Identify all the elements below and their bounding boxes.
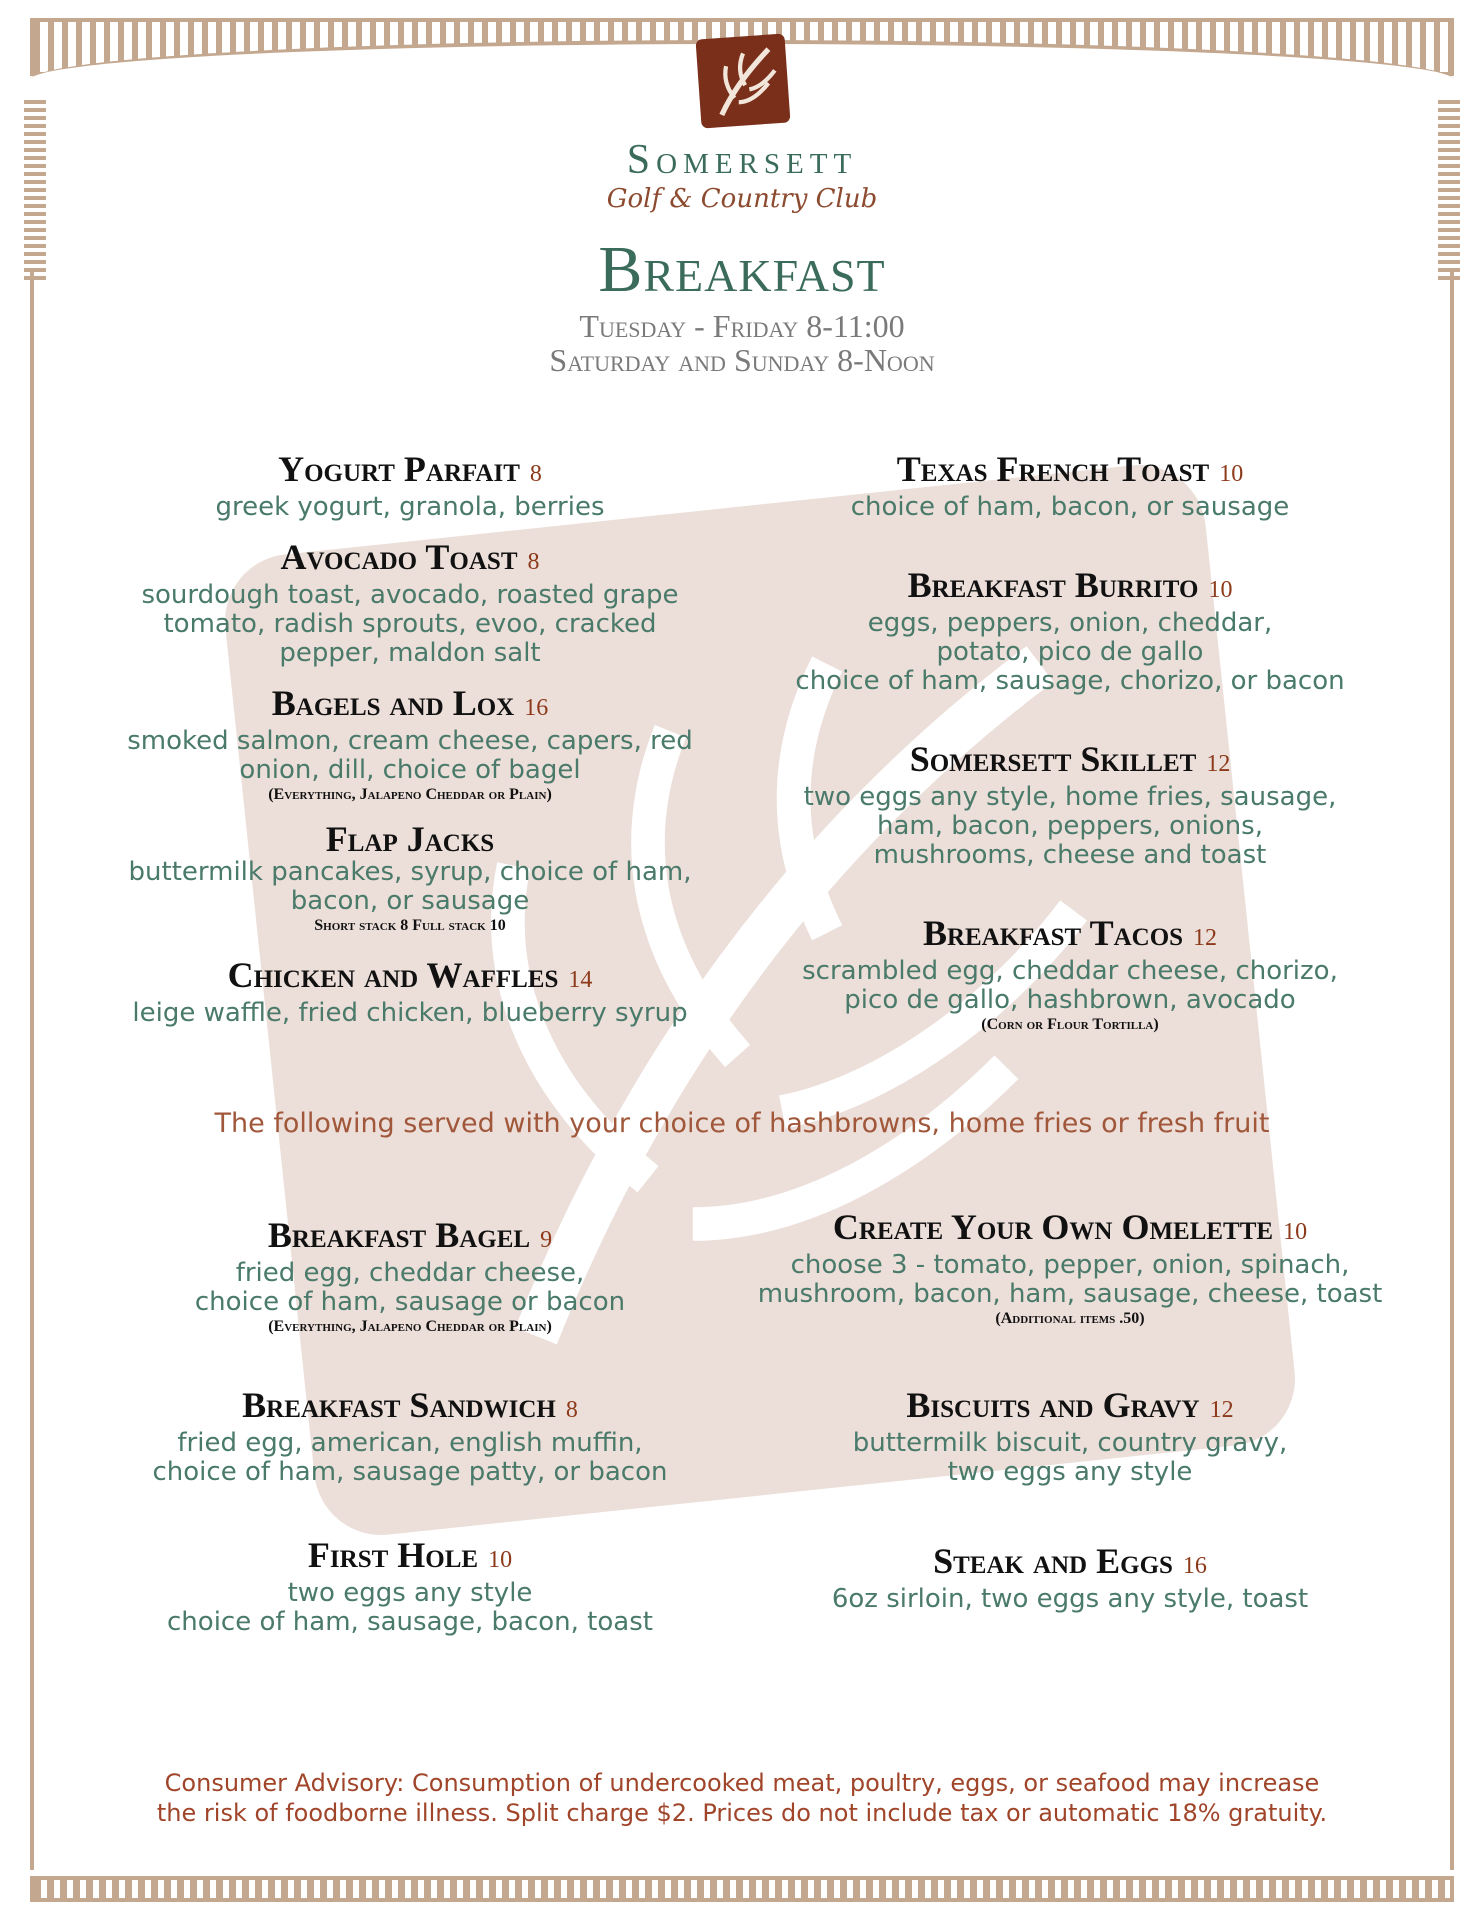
menu-item-biscuits-and-gravy: [740, 1386, 1400, 1487]
item-description: eggs, peppers, onion, cheddar, potato, pico de gallo choice of ham, sausage, chorizo, or bacon: [795, 608, 1345, 696]
menu-item-somersett-skillet: [740, 740, 1400, 870]
club-subtitle: Golf & Country Club: [606, 184, 878, 214]
item-name: Create Your Own Omelette 10: [832, 1207, 1308, 1247]
menu-item-breakfast-burrito: [740, 566, 1400, 696]
item-description: greek yogurt, granola, berries: [215, 492, 605, 522]
item-name: Yogurt Parfait 8: [278, 449, 542, 489]
item-name: Breakfast Sandwich 8: [242, 1385, 578, 1425]
item-price: 8: [529, 461, 542, 487]
item-description: fried egg, cheddar cheese, choice of ham, sausage or bacon: [194, 1258, 626, 1317]
item-price: 12: [1193, 925, 1218, 951]
item-note: (Additional items .50): [995, 1310, 1145, 1327]
item-description: buttermilk pancakes, syrup, choice of ham, bacon, or sausage: [128, 857, 692, 916]
item-description: sourdough toast, avocado, roasted grape tomato, radish sprouts, evoo, cracked pepper, maldon salt: [141, 580, 679, 668]
item-name: Texas French Toast 10: [896, 449, 1244, 489]
bottom-border-stripe: [30, 1876, 1454, 1902]
item-price: 8: [527, 549, 540, 575]
menu-item-breakfast-tacos: [740, 914, 1400, 1035]
consumer-advisory: Consumer Advisory: Consumption of undercooked meat, poultry, eggs, or seafood may increase the risk of foodborne illness. Split charge $2. Prices do not include tax or automatic 18% gratuity.: [156, 1769, 1328, 1827]
item-name: Somersett Skillet 12: [909, 739, 1231, 779]
menu-item-steak-and-eggs: [740, 1542, 1400, 1614]
item-price: 10: [1208, 577, 1233, 603]
item-name: First Hole 10: [307, 1535, 513, 1575]
item-note: (Everything, Jalapeno Cheddar or Plain): [268, 786, 552, 803]
menu-title: Breakfast: [598, 233, 886, 306]
item-name: Breakfast Bagel 9: [267, 1215, 553, 1255]
item-description: leige waffle, fried chicken, blueberry syrup: [132, 998, 688, 1028]
menu-item-bagels-and-lox: [80, 684, 740, 805]
menu-item-breakfast-bagel: [80, 1216, 740, 1337]
item-description: buttermilk biscuit, country gravy, two eggs any style: [852, 1428, 1288, 1487]
item-name: Chicken and Waffles 14: [227, 955, 593, 995]
item-price: 10: [1219, 461, 1244, 487]
item-price: 10: [1283, 1219, 1308, 1245]
item-description: fried egg, american, english muffin, choice of ham, sausage patty, or bacon: [152, 1428, 668, 1487]
menu-item-first-hole: [80, 1536, 740, 1637]
hours-weekend: Saturday and Sunday 8-Noon: [549, 342, 935, 378]
item-note: (Corn or Flour Tortilla): [981, 1016, 1159, 1033]
item-price: 10: [488, 1547, 513, 1573]
menu-item-yogurt-parfait: [80, 450, 740, 522]
club-name: Somersett: [626, 137, 858, 183]
left-border-line: [30, 270, 34, 1870]
item-name: Breakfast Burrito 10: [907, 565, 1233, 605]
right-border-line: [1450, 270, 1454, 1870]
item-price: 8: [565, 1397, 578, 1423]
item-price: 12: [1209, 1397, 1234, 1423]
item-description: two eggs any style, home fries, sausage, ham, bacon, peppers, onions, mushrooms, cheese and toast: [803, 782, 1337, 870]
item-name: Avocado Toast 8: [280, 537, 540, 577]
item-price: 14: [568, 967, 593, 993]
item-note: (Everything, Jalapeno Cheddar or Plain): [268, 1318, 552, 1335]
item-description: choice of ham, bacon, or sausage: [850, 492, 1290, 522]
item-name: Bagels and Lox 16: [271, 683, 549, 723]
item-description: smoked salmon, cream cheese, capers, red onion, dill, choice of bagel: [127, 726, 693, 785]
item-description: two eggs any style choice of ham, sausage, bacon, toast: [167, 1578, 653, 1637]
menu-item-chicken-and-waffles: [80, 956, 740, 1028]
item-name: Steak and Eggs 16: [933, 1541, 1207, 1581]
item-description: choose 3 - tomato, pepper, onion, spinach, mushroom, bacon, ham, sausage, cheese, toast: [757, 1250, 1383, 1309]
item-name: Flap Jacks: [325, 819, 495, 859]
menu-item-avocado-toast: [80, 538, 740, 668]
item-note: Short stack 8 Full stack 10: [314, 917, 506, 934]
served-with-note: The following served with your choice of hashbrowns, home fries or fresh fruit: [214, 1108, 1270, 1139]
hours-weekday: Tuesday - Friday 8-11:00: [579, 308, 905, 344]
item-name: Biscuits and Gravy 12: [906, 1385, 1234, 1425]
leaf-tile-icon: [690, 28, 796, 134]
item-price: 12: [1206, 751, 1231, 777]
menu-item-create-your-own-omelette: [700, 1208, 1440, 1329]
menu-item-flap-jacks: [80, 820, 740, 936]
item-price: 9: [540, 1227, 553, 1253]
item-price: 16: [524, 695, 549, 721]
menu-item-breakfast-sandwich: [80, 1386, 740, 1487]
item-price: 16: [1182, 1553, 1207, 1579]
item-name: Breakfast Tacos 12: [922, 913, 1218, 953]
menu-item-texas-french-toast: [740, 450, 1400, 522]
item-description: 6oz sirloin, two eggs any style, toast: [831, 1584, 1309, 1614]
item-description: scrambled egg, cheddar cheese, chorizo, pico de gallo, hashbrown, avocado: [802, 956, 1338, 1015]
